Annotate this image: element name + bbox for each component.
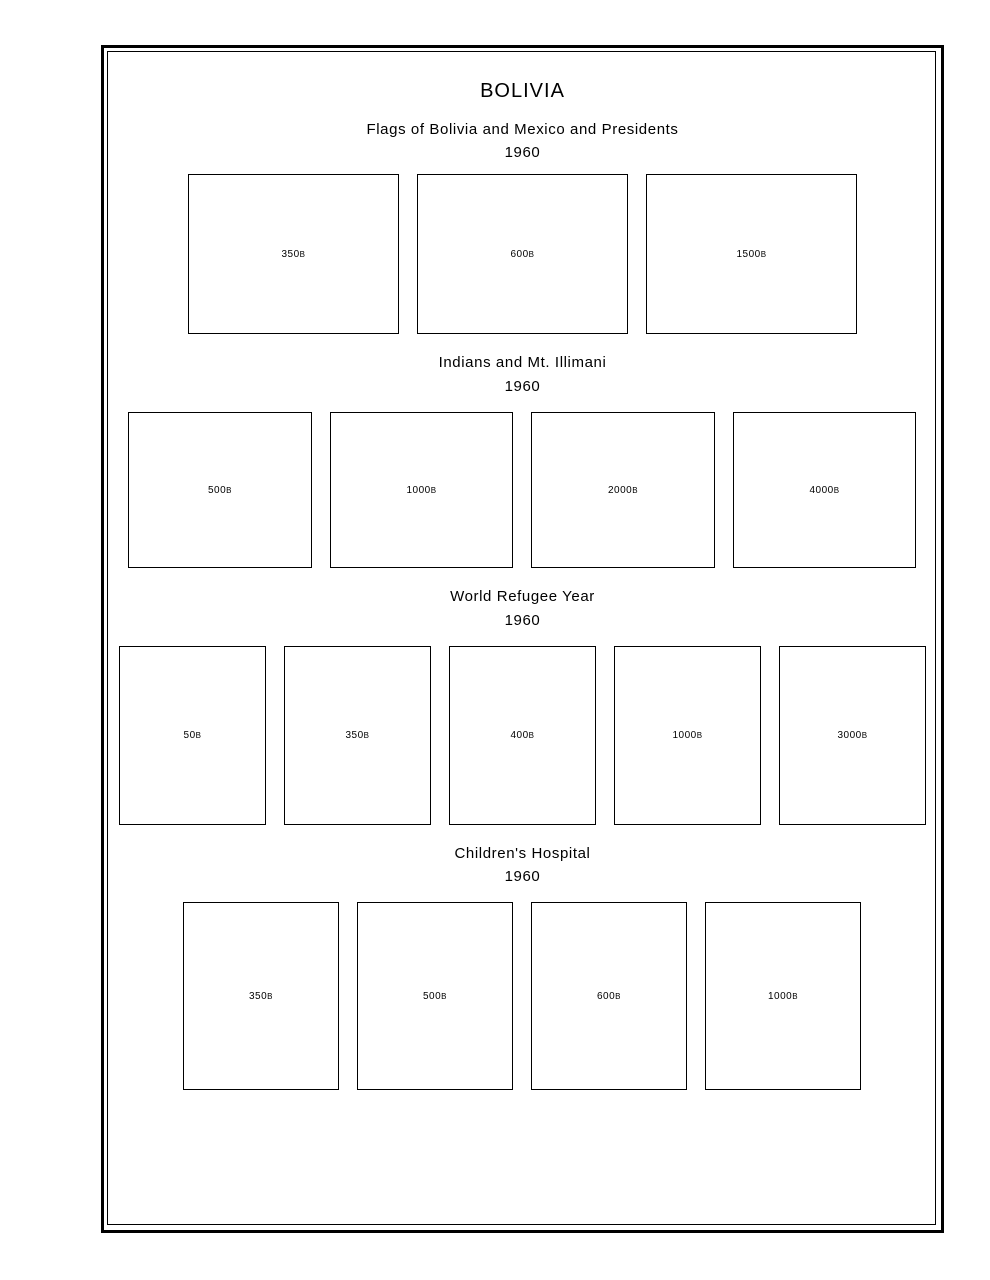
- stamp-value: 400: [510, 730, 529, 741]
- stamp-value: 3000: [837, 730, 862, 741]
- stamp-unit: B: [696, 731, 703, 740]
- stamp-unit: B: [833, 485, 840, 495]
- stamp-value: 2000: [607, 484, 633, 496]
- stamp-space: [705, 902, 861, 1090]
- stamp-unit: B: [792, 991, 799, 1001]
- stamp-unit: B: [760, 249, 767, 259]
- stamp-value: 600: [596, 990, 616, 1002]
- stamp-space: [417, 174, 628, 334]
- stamp-space: [330, 412, 513, 568]
- stamp-unit: B: [226, 485, 233, 495]
- stamp-unit: B: [430, 485, 437, 495]
- stamp-value: 4000: [809, 484, 834, 496]
- stamp-unit: B: [441, 991, 448, 1001]
- stamp-value: 350: [281, 248, 300, 260]
- stamp-space: [119, 646, 266, 825]
- stamp-space: [128, 412, 312, 568]
- stamp-space: [284, 646, 431, 825]
- stamp-value: 50: [183, 730, 196, 741]
- stamp-value: 1500: [736, 248, 761, 260]
- set-title: World Refugee Year: [450, 588, 595, 605]
- set-year: 1960: [504, 612, 541, 629]
- set-year: 1960: [504, 868, 541, 885]
- stamp-space: [188, 174, 399, 334]
- stamp-space: [779, 646, 926, 825]
- stamp-unit: B: [363, 731, 370, 740]
- stamp-unit: B: [195, 731, 202, 740]
- stamp-value: 1000: [672, 730, 697, 741]
- stamp-unit: B: [528, 731, 535, 740]
- stamp-value: 1000: [406, 484, 431, 496]
- stamp-unit: B: [267, 991, 274, 1001]
- stamp-unit: B: [299, 249, 306, 259]
- stamp-space: [646, 174, 857, 334]
- set-title: Indians and Mt. Illimani: [438, 354, 607, 371]
- set-year: 1960: [504, 144, 541, 161]
- stamp-unit: B: [632, 485, 639, 495]
- set-title: Children's Hospital: [454, 845, 591, 862]
- stamp-space: [531, 902, 687, 1090]
- stamp-space: [357, 902, 513, 1090]
- stamp-space: [733, 412, 916, 568]
- set-year: 1960: [504, 378, 541, 395]
- stamp-space: [531, 412, 715, 568]
- stamp-value: 500: [422, 990, 442, 1002]
- stamp-value: 500: [207, 484, 227, 496]
- set-title: Flags of Bolivia and Mexico and Presidents: [366, 121, 679, 138]
- stamp-unit: B: [861, 731, 868, 740]
- stamp-space: [614, 646, 761, 825]
- stamp-value: 350: [248, 990, 268, 1002]
- stamp-space: [449, 646, 596, 825]
- stamp-unit: B: [528, 249, 535, 259]
- stamp-value: 600: [510, 248, 529, 260]
- stamp-value: 1000: [767, 990, 793, 1002]
- page-title: BOLIVIA: [480, 80, 565, 102]
- stamp-unit: B: [615, 991, 622, 1001]
- stamp-space: [183, 902, 339, 1090]
- stamp-value: 350: [345, 730, 364, 741]
